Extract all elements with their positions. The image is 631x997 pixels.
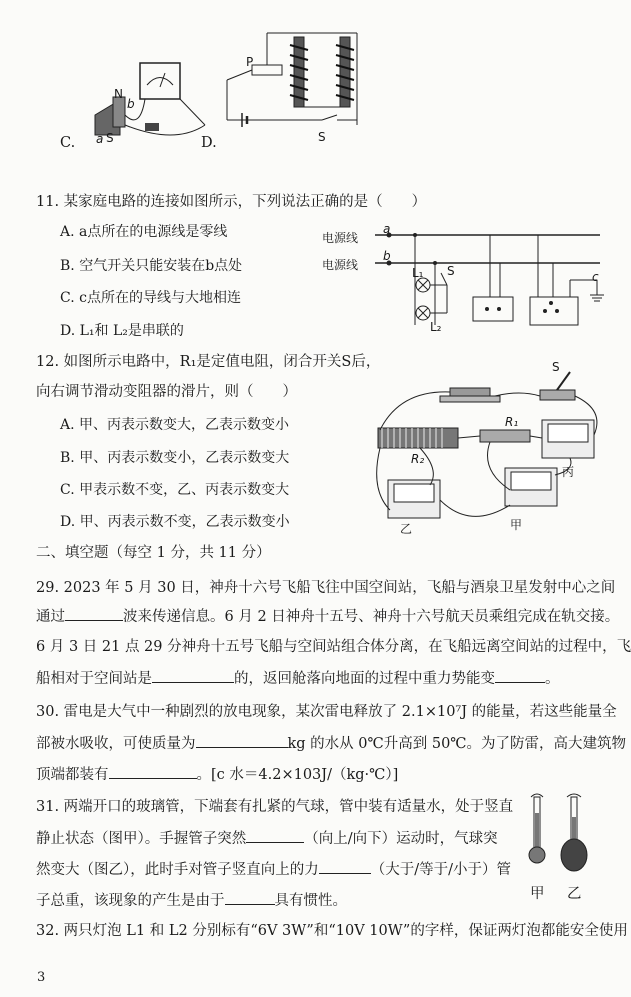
q31-fig-yi: 乙 [567, 886, 582, 902]
q11-option-b: B. 空气开关只能安装在b点处 [60, 258, 243, 274]
figure-d-electromagnets [222, 25, 382, 135]
q31-blank-3[interactable] [225, 890, 275, 905]
q32-line1: 32. 两只灯泡 L1 和 L2 分别标有“6V 3W”和“10V 10W”的字样，保证两灯泡都能安全使用 [36, 923, 628, 939]
option-label-c: C. [60, 135, 76, 151]
q11-point-b: b [383, 249, 391, 263]
q31-l3a: 然变大（图乙），此时手对管子竖直向上的力 [36, 862, 319, 878]
q11-point-a: a [383, 222, 391, 236]
q12-r2: R₂ [411, 452, 425, 466]
fig-c-a: a [96, 132, 104, 146]
q31-line2 [36, 828, 498, 849]
q11-switch-s: S [447, 264, 455, 278]
q30-l2b: kg 的水从 0℃升高到 50℃。为了防雷，高大建筑物 [287, 736, 627, 752]
q30-blank-1[interactable] [196, 733, 288, 748]
q11-household-circuit [375, 225, 605, 335]
q29-blank-3[interactable] [495, 668, 545, 683]
q30-l3a: 顶端都装有 [36, 767, 109, 783]
q31-line3 [36, 859, 511, 880]
q31-line1: 31. 两端开口的玻璃管，下端套有扎紧的气球，管中装有适量水，处于竖直 [36, 799, 514, 815]
option-label-d: D. [201, 135, 217, 151]
q31-line4 [36, 890, 347, 911]
q30-line1: 30. 雷电是大气中一种剧烈的放电现象，某次雷电释放了 2.1×10⁷J 的能量，若这些能量全 [36, 704, 617, 720]
q31-l3b: （大于/等于/小于）管 [370, 862, 512, 878]
q11-line2-label: 电源线 [322, 258, 359, 272]
fig-d-p: P [246, 55, 254, 69]
q29-l2b: 波来传递信息。6 月 2 日神舟十五号、神舟十六号航天员乘组完成在轨交接。 [123, 609, 620, 625]
q12-switch-s: S [552, 360, 560, 374]
q12-stem-line2: 向右调节滑动变阻器的滑片，则（ ） [36, 384, 297, 400]
q31-blank-1[interactable] [246, 828, 304, 843]
q11-l2: L₂ [430, 320, 442, 334]
q11-option-c: C. c点所在的导线与大地相连 [60, 290, 241, 306]
q29-l2a: 通过 [36, 609, 65, 625]
q30-blank-2[interactable] [109, 764, 197, 779]
q12-circuit-apparatus [370, 360, 610, 535]
q29-l4a: 船相对于空间站是 [36, 671, 152, 687]
q29-blank-2[interactable] [152, 668, 234, 683]
q12-meter-bing: 丙 [562, 465, 575, 479]
q29-line1: 29. 2023 年 5 月 30 日，神舟十六号飞船飞往中国空间站，飞船与酒泉卫星发射中心之间 [36, 580, 616, 596]
q11-option-a: A. a点所在的电源线是零线 [60, 224, 228, 240]
q29-l4b: 的，返回舱落向地面的过程中重力势能变 [234, 671, 495, 687]
q11-stem: 11. 某家庭电路的连接如图所示，下列说法正确的是（ ） [36, 194, 427, 210]
q29-line2 [36, 606, 619, 627]
fig-d-s: S [318, 130, 326, 144]
q12-r1: R₁ [505, 415, 519, 429]
fig-c-n: N [114, 87, 123, 101]
q29-line4 [36, 668, 560, 689]
fig-c-s: S [106, 131, 114, 145]
q30-line3 [36, 764, 398, 785]
q31-l4b: 具有惯性。 [274, 893, 347, 909]
q31-l2b: （向上/向下）运动时，气球突 [304, 831, 498, 847]
q29-l4c: 。 [545, 671, 560, 687]
q31-l2a: 静止状态（图甲）。手握管子突然 [36, 831, 247, 847]
page-number: 3 [37, 970, 46, 985]
q11-point-c: c [592, 270, 599, 284]
q30-l3b: 。[c 水＝4.2×103J/（kg·℃）] [196, 767, 399, 783]
q30-l2a: 部被水吸收，可使质量为 [36, 736, 196, 752]
fig-c-b: b [127, 97, 135, 111]
section-2-title: 二、填空题（每空 1 分，共 11 分） [36, 545, 271, 561]
q12-meter-yi: 乙 [400, 522, 413, 536]
q29-blank-1[interactable] [65, 606, 123, 621]
q12-option-c: C. 甲表示数不变，乙、丙表示数变大 [60, 482, 290, 498]
q31-blank-2[interactable] [319, 859, 371, 874]
q11-l1: L₁ [412, 266, 424, 280]
q12-meter-jia: 甲 [510, 518, 523, 532]
q31-tube-figures [525, 793, 595, 878]
q12-option-d: D. 甲、丙表示数不变，乙表示数变小 [60, 514, 290, 530]
q11-line1-label: 电源线 [322, 231, 359, 245]
q12-option-b: B. 甲、丙表示数变小，乙表示数变大 [60, 450, 290, 466]
q31-l4a: 子总重，该现象的产生是由于 [36, 893, 225, 909]
q12-stem-line1: 12. 如图所示电路中，R₁是定值电阻，闭合开关S后， [36, 354, 381, 370]
q29-line3: 6 月 3 日 21 点 29 分神舟十五号飞船与空间站组合体分离，在飞船远离空间站的过程中，飞 [36, 639, 631, 655]
q11-option-d: D. L₁和 L₂是串联的 [60, 323, 184, 339]
q31-fig-jia: 甲 [530, 886, 545, 902]
q30-line2 [36, 733, 626, 754]
q12-option-a: A. 甲、丙表示数变大，乙表示数变小 [60, 417, 290, 433]
